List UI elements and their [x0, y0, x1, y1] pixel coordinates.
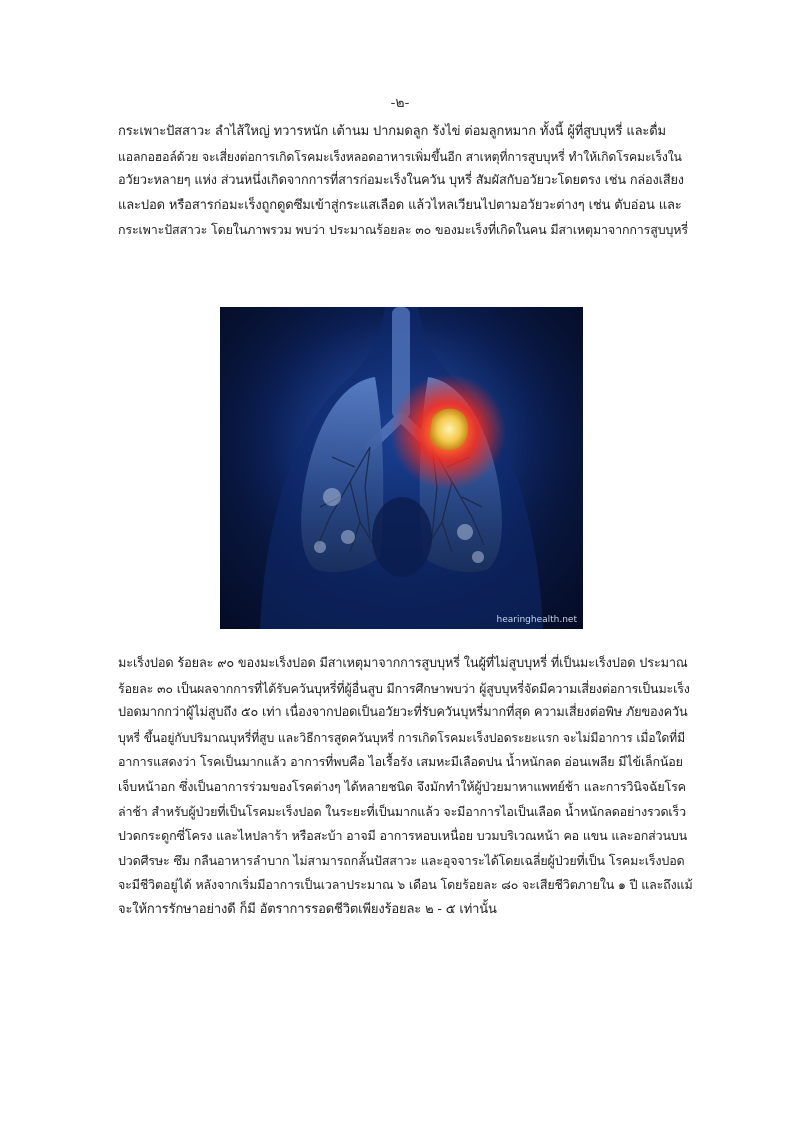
text-line: ปวดกระดูกซี่โครง และไหปลาร้า หรือสะบ้า อาจมี อาการหอบเหนื่อย บวมบริเวณหน้า คอ แขน และอกส่วนบน: [118, 828, 688, 844]
text-line: ล่าช้า สำหรับผู้ป่วยที่เป็นโรคมะเร็งปอด ในระยะที่เป็นมากแล้ว จะมีอาการไอเป็นเลือด น้ำหนักลดอย่างรวดเร็ว: [118, 803, 686, 819]
text-line: เจ็บหน้าอก ซึ่งเป็นอาการร่วมของโรคต่างๆ ได้หลายชนิด จึงมักทำให้ผู้ป่วยมาหาแพทย์ช้า และการวินิจฉัยโรค: [118, 778, 686, 794]
text-line: จะมีชีวิตอยู่ได้ หลังจากเริ่มมีอาการเป็นเวลาประมาณ ๖ เดือน โดยร้อยละ ๘๐ จะเสียชีวิตภายใน ๑ ปี และถึงแม้: [118, 877, 693, 893]
lung-cancer-illustration: [220, 307, 583, 629]
text-line: จะให้การรักษาอย่างดี ก็มี อัตราการรอดชีวิตเพียงร้อยละ ๒ - ๕ เท่านั้น: [118, 901, 497, 917]
text-line: และปอด หรือสารก่อมะเร็งถูกดูดซึมเข้าสู่กระแสเลือด แล้วไหลเวียนไปตามอวัยวะต่างๆ เช่น ตับอ่อน และ: [118, 197, 682, 213]
text-line: อาการแสดงว่า โรคเป็นมากแล้ว อาการที่พบคือ ไอเรื้อรัง เสมหะมีเลือดปน น้ำหนักลด อ่อนเพลีย มีไข้เล็กน้อย: [118, 754, 683, 770]
text-line: กระเพาะปัสสาวะ ลำไส้ใหญ่ ทวารหนัก เต้านม ปากมดลูก รังไข่ ต่อมลูกหมาก ทั้งนี้ ผู้ที่สูบบุหรี่ และดื่ม: [118, 124, 666, 139]
text-line: บุหรี่ ขึ้นอยู่กับปริมาณบุหรี่ที่สูบ และวิธีการสูดควันบุหรี่ การเกิดโรคมะเร็งปอดระยะแรก จะไม่มีอาการ เมื่อใดที่มี: [118, 730, 686, 745]
lungs-graphic: [220, 307, 583, 629]
text-line: ปอดมากกว่าผู้ไม่สูบถึง ๕๐ เท่า เนื่องจากปอดเป็นอวัยวะที่รับควันบุหรี่มากที่สุด ความเสี่ยงต่อพิษ ภัยของควัน: [118, 705, 688, 721]
text-line: กระเพาะปัสสาวะ โดยในภาพรวม พบว่า ประมาณร้อยละ ๓๐ ของมะเร็งที่เกิดในคน มีสาเหตุมาจากการสูบบุหรี่: [118, 222, 688, 238]
text-line: อวัยวะหลายๆ แห่ง ส่วนหนึ่งเกิดจากการที่สารก่อมะเร็งในควัน บุหรี่ สัมผัสกับอวัยวะโดยตรง เช่น กล่องเสียง: [118, 173, 684, 189]
tumor-core: [430, 409, 468, 450]
paragraph-top: [118, 120, 693, 243]
text-line: มะเร็งปอด ร้อยละ ๙๐ ของมะเร็งปอด มีสาเหตุมาจากการสูบบุหรี่ ในผู้ที่ไม่สูบบุหรี่ ที่เป็นมะเร็งปอด ประมาณ: [118, 656, 688, 671]
paragraph-bottom: [118, 652, 693, 923]
watermark-text: hearinghealth.net: [496, 615, 577, 625]
text-line: แอลกอฮอล์ด้วย จะเสี่ยงต่อการเกิดโรคมะเร็งหลอดอาหารเพิ่มขึ้นอีก สาเหตุที่การสูบบุหรี่ ทำให้เกิดโรคมะเร็งใน: [118, 149, 682, 164]
text-line: ร้อยละ ๓๐ เป็นผลจากการที่ได้รับควันบุหรี่ที่ผู้อื่นสูบ มีการศึกษาพบว่า ผู้สูบบุหรี่จัดมีความเสี่ยงต่อการเป็นมะเร็ง: [118, 680, 690, 696]
text-line: ปวดศีรษะ ซึม กลืนอาหารลำบาก ไม่สามารถกลั้นปัสสาวะ และอุจจาระได้โดยเฉลี่ยผู้ป่วยที่เป็น โรคมะเร็งปอด: [118, 852, 685, 868]
page-number: -๒-: [390, 95, 410, 111]
